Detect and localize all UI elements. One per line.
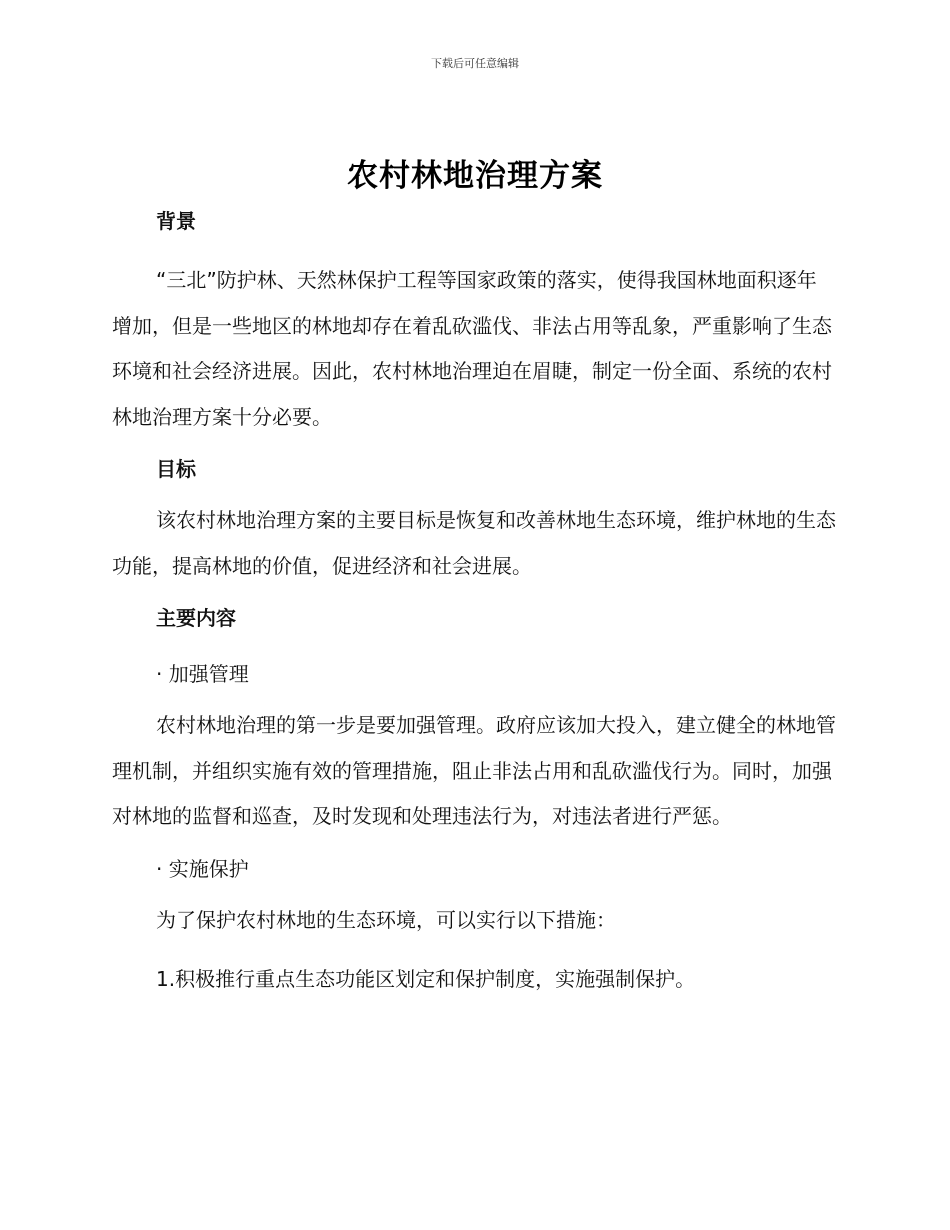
section-heading-main-content: 主要内容 [156, 606, 236, 630]
bullet-implement-protection: · 实施保护 [156, 856, 249, 881]
protection-paragraph: 为了保护农村林地的生态环境，可以实行以下措施： [156, 907, 616, 932]
document-body [112, 206, 836, 1003]
background-paragraph: “三北”防护林、天然林保护工程等国家政策的落实，使得我国林地面积逐年增加，但是一些地区的林地却存在着乱砍滥伐、非法占用等乱象，严重影响了生态环境和社会经济进展。因此，农村林地治理迫在眉睫，制定一份全面、系统的农村林地治理方案十分必要。 [112, 268, 832, 429]
document-title: 农村林地治理方案 [347, 158, 603, 194]
management-paragraph: 农村林地治理的第一步是要加强管理。政府应该加大投入，建立健全的林地管理机制，并组织实施有效的管理措施，阻止非法占用和乱砍滥伐行为。同时，加强对林地的监督和巡查，及时发现和处理违法行为，对违法者进行严惩。 [112, 713, 836, 828]
protection-item-1: 1.积极推行重点生态功能区划定和保护制度，实施强制保护。 [156, 967, 696, 991]
section-heading-background: 背景 [156, 209, 196, 233]
bullet-strengthen-management: · 加强管理 [156, 662, 249, 686]
goal-paragraph: 该农村林地治理方案的主要目标是恢复和改善林地生态环境，维护林地的生态功能，提高林地的价值，促进经济和社会进展。 [112, 508, 836, 578]
section-heading-goal: 目标 [156, 457, 196, 481]
page-header-note: 下载后可任意编辑 [431, 57, 519, 70]
